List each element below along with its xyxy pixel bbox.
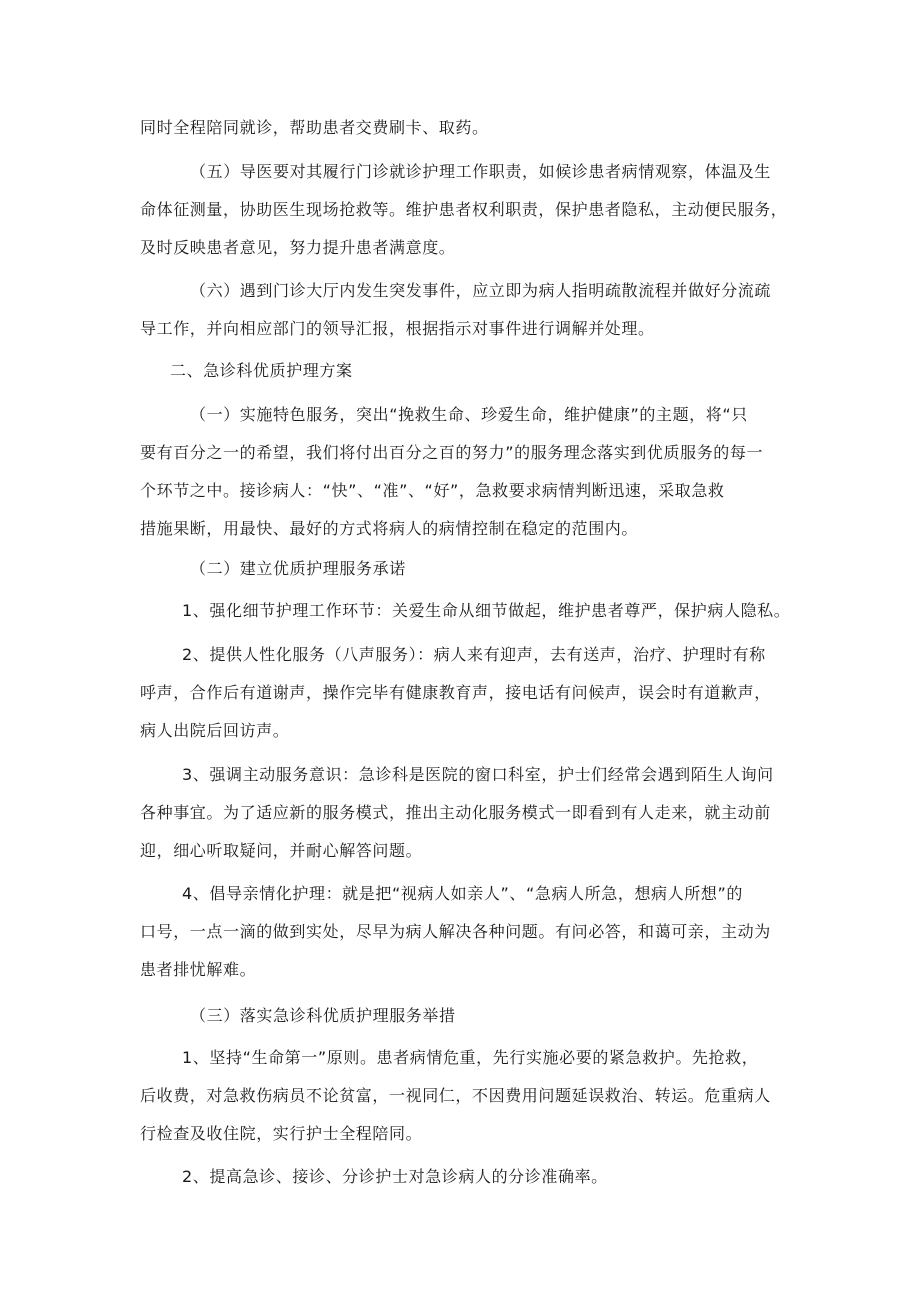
text-line: 2、提供人性化服务（八声服务）：病人来有迎声，去有送声，治疗、护理时有称 bbox=[182, 645, 766, 664]
text-line: 病人出院后回访声。 bbox=[140, 721, 290, 740]
text-line: 患者排忧解难。 bbox=[140, 960, 257, 979]
paragraph-6 bbox=[140, 636, 780, 750]
text-line: 同时全程陪同就诊，帮助患者交费刷卡、取药。 bbox=[140, 118, 489, 137]
text-line: 4、倡导亲情化护理：就是把“视病人如亲人”、“急病人所急，想病人所想”的 bbox=[182, 884, 743, 903]
paragraph-10 bbox=[140, 1158, 780, 1196]
text-line: 要有百分之一的希望，我们将付出百分之百的努力”的服务理念落实到优质服务的每一 bbox=[140, 443, 764, 462]
text-line: 口号，一点一滴的做到实处，尽早为病人解决各种问题。有问必答，和蔼可亲，主动为 bbox=[140, 922, 771, 941]
text-line: 1、坚持“生命第一”原则。患者病情危重，先行实施必要的紧急救护。先抢救， bbox=[182, 1048, 759, 1067]
subsection-heading: （二）建立优质护理服务承诺 bbox=[190, 559, 406, 578]
paragraph-3 bbox=[140, 272, 780, 348]
paragraph-5 bbox=[140, 592, 791, 630]
text-line: 命体征测量，协助医生现场抢救等。维护患者权利职责，保护患者隐私，主动便民服务， bbox=[140, 200, 788, 219]
section-heading: 二、急诊科优质护理方案 bbox=[170, 361, 353, 380]
subsection-heading: （三）落实急诊科优质护理服务举措 bbox=[190, 1006, 456, 1025]
text-line: （五）导医要对其履行门诊就诊护理工作职责，如候诊患者病情观察，体温及生 bbox=[190, 162, 772, 181]
text-line: 及时反映患者意见，努力提升患者满意度。 bbox=[140, 238, 456, 257]
paragraph-1 bbox=[140, 109, 780, 147]
text-line: （一）实施特色服务，突出“挽救生命、珍爱生命，维护健康”的主题，将“只 bbox=[190, 405, 748, 424]
paragraph-2 bbox=[140, 153, 788, 267]
text-line: 个环节之中。接诊病人：“快”、“准”、“好”，急救要求病情判断迅速，采取急救 bbox=[140, 481, 725, 500]
text-line: 迎，细心听取疑问，并耐心解答问题。 bbox=[140, 841, 423, 860]
paragraph-7 bbox=[140, 756, 780, 870]
text-line: 措施果断，用最快、最好的方式将病人的病情控制在稳定的范围内。 bbox=[140, 519, 639, 538]
subsection-heading-2 bbox=[140, 550, 780, 588]
text-line: （六）遇到门诊大厅内发生突发事件，应立即为病人指明疏散流程并做好分流疏 bbox=[190, 281, 772, 300]
text-line: 呼声，合作后有道谢声，操作完毕有健康教育声，接电话有问候声，误会时有道歉声， bbox=[140, 683, 771, 702]
paragraph-4 bbox=[140, 396, 780, 548]
section-heading-2 bbox=[140, 352, 780, 390]
paragraph-8 bbox=[140, 875, 780, 989]
paragraph-9 bbox=[140, 1039, 780, 1153]
text-line: 1、强化细节护理工作环节：关爱生命从细节做起，维护患者尊严，保护病人隐私。 bbox=[182, 601, 791, 620]
subsection-heading-3 bbox=[140, 997, 780, 1035]
text-line: 行检查及收住院，实行护士全程陪同。 bbox=[140, 1124, 423, 1143]
text-line: 导工作，并向相应部门的领导汇报，根据指示对事件进行调解并处理。 bbox=[140, 319, 655, 338]
text-line: 3、强调主动服务意识：急诊科是医院的窗口科室，护士们经常会遇到陌生人询问 bbox=[182, 765, 774, 784]
text-line: 后收费，对急救伤病员不论贫富，一视同仁，不因费用问题延误救治、转运。危重病人 bbox=[140, 1086, 771, 1105]
text-line: 各种事宜。为了适应新的服务模式，推出主动化服务模式一即看到有人走来，就主动前 bbox=[140, 803, 771, 822]
text-line: 2、提高急诊、接诊、分诊护士对急诊病人的分诊准确率。 bbox=[182, 1167, 608, 1186]
